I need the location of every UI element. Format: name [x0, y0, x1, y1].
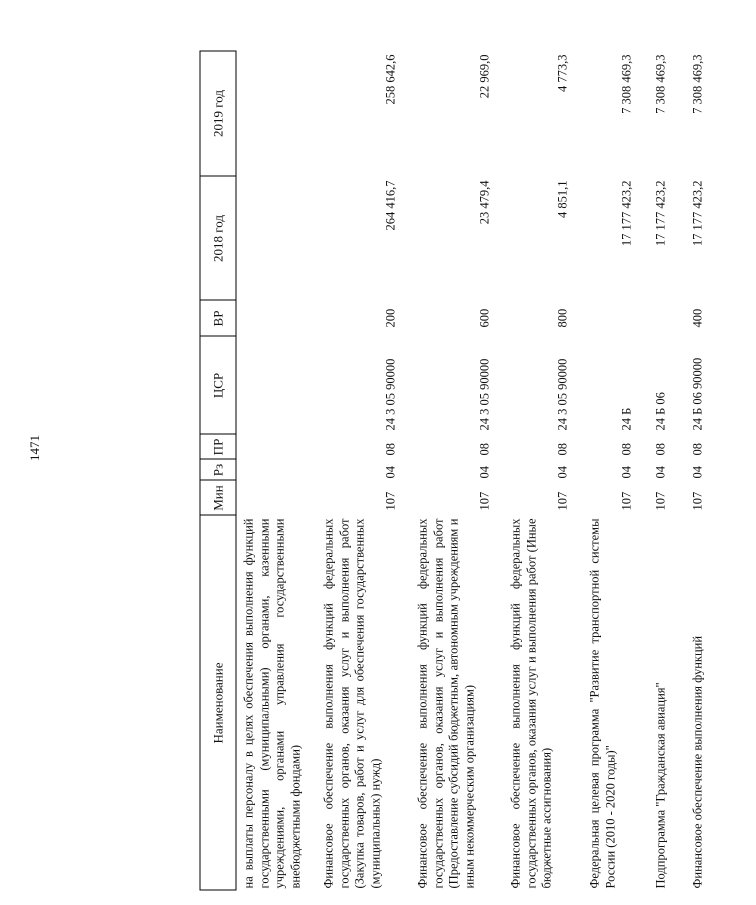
row-0-name: на выплаты персоналу в целях обеспечения выполнения функций государственными (муниципальными) органами, казенными учреждениями, органами управления государственными внебюджетными фондами) — [241, 518, 302, 888]
row-2-2018: 23 479,4 — [477, 180, 491, 224]
header-2019: 2019 год — [210, 89, 225, 137]
row-3-min: 107 — [555, 491, 569, 510]
row-1-csr: 24 3 05 90000 — [383, 358, 397, 430]
row-4-csr: 24 Б — [619, 407, 633, 430]
page-number: 1471 — [27, 435, 42, 461]
row-4-2018: 17 177 423,2 — [619, 180, 633, 246]
row-6-name: Финансовое обеспечение выполнения функций — [690, 635, 704, 888]
row-3-2019: 4 773,3 — [555, 54, 569, 92]
header-vr: ВР — [210, 310, 225, 326]
row-5-pr: 08 — [653, 442, 667, 455]
header-2018: 2018 год — [210, 214, 225, 262]
row-2-min: 107 — [477, 491, 491, 510]
row-5-csr: 24 Б 06 — [653, 391, 667, 430]
row-1-rz: 04 — [383, 465, 397, 478]
row-5-name: Подпрограмма "Гражданская авиация" — [653, 681, 667, 888]
row-3-pr: 08 — [555, 442, 569, 455]
row-2-vr: 600 — [477, 308, 491, 327]
row-5-2018: 17 177 423,2 — [653, 180, 667, 246]
row-3-2018: 4 851,1 — [555, 180, 569, 218]
row-4-2019: 7 308 469,3 — [619, 54, 633, 114]
header-pr: ПР — [210, 438, 225, 455]
row-3-rz: 04 — [555, 465, 569, 478]
header-name: Наименование — [210, 662, 225, 743]
row-6-rz: 04 — [690, 465, 704, 478]
budget-table — [199, 50, 756, 890]
row-4-pr: 08 — [619, 442, 633, 455]
row-4-rz: 04 — [619, 465, 633, 478]
header-min: Мин — [210, 484, 225, 511]
row-1-name: Финансовое обеспечение выполнения функций федеральных государственных органов, оказания услуг и выполнения работ (Закупка товаров, работ и услуг для обеспечения государственных (муниципальных) нужд) — [321, 518, 382, 888]
row-6-csr: 24 Б 06 90000 — [690, 357, 704, 430]
row-6-vr: 400 — [690, 308, 704, 327]
row-3-vr: 800 — [555, 308, 569, 327]
row-5-rz: 04 — [653, 465, 667, 478]
row-6-pr: 08 — [690, 442, 704, 455]
row-2-rz: 04 — [477, 465, 491, 478]
row-5-min: 107 — [653, 491, 667, 510]
row-6-2018: 17 177 423,2 — [690, 180, 704, 246]
row-3-name: Финансовое обеспечение выполнения функций федеральных государственных органов, оказания услуг и выполнения работ (Иные бюджетные ассигнования) — [508, 518, 554, 888]
row-5-2019: 7 308 469,3 — [653, 54, 667, 114]
row-6-min: 107 — [690, 491, 704, 510]
row-4-min: 107 — [619, 491, 633, 510]
row-1-pr: 08 — [383, 442, 397, 455]
row-2-pr: 08 — [477, 442, 491, 455]
row-6-2019: 7 308 469,3 — [690, 54, 704, 114]
row-1-2019: 258 642,6 — [383, 54, 397, 104]
row-2-name: Финансовое обеспечение выполнения функций федеральных государственных органов, оказания услуг и выполнения работ (Предоставление субсидий бюджетным, автономным учреждениям и иным некоммерческим организациям) — [415, 518, 476, 888]
header-rz: Рз — [210, 463, 225, 476]
row-1-vr: 200 — [383, 308, 397, 327]
header-csr: ЦСР — [210, 372, 225, 398]
row-2-csr: 24 3 05 90000 — [477, 358, 491, 430]
row-2-2019: 22 969,0 — [477, 54, 491, 98]
row-1-min: 107 — [383, 491, 397, 510]
row-1-2018: 264 416,7 — [383, 180, 397, 230]
row-4-name: Федеральная целевая программа "Развитие транспортной системы России (2010 - 2020 годы)" — [587, 518, 617, 888]
row-3-csr: 24 3 05 90000 — [555, 358, 569, 430]
